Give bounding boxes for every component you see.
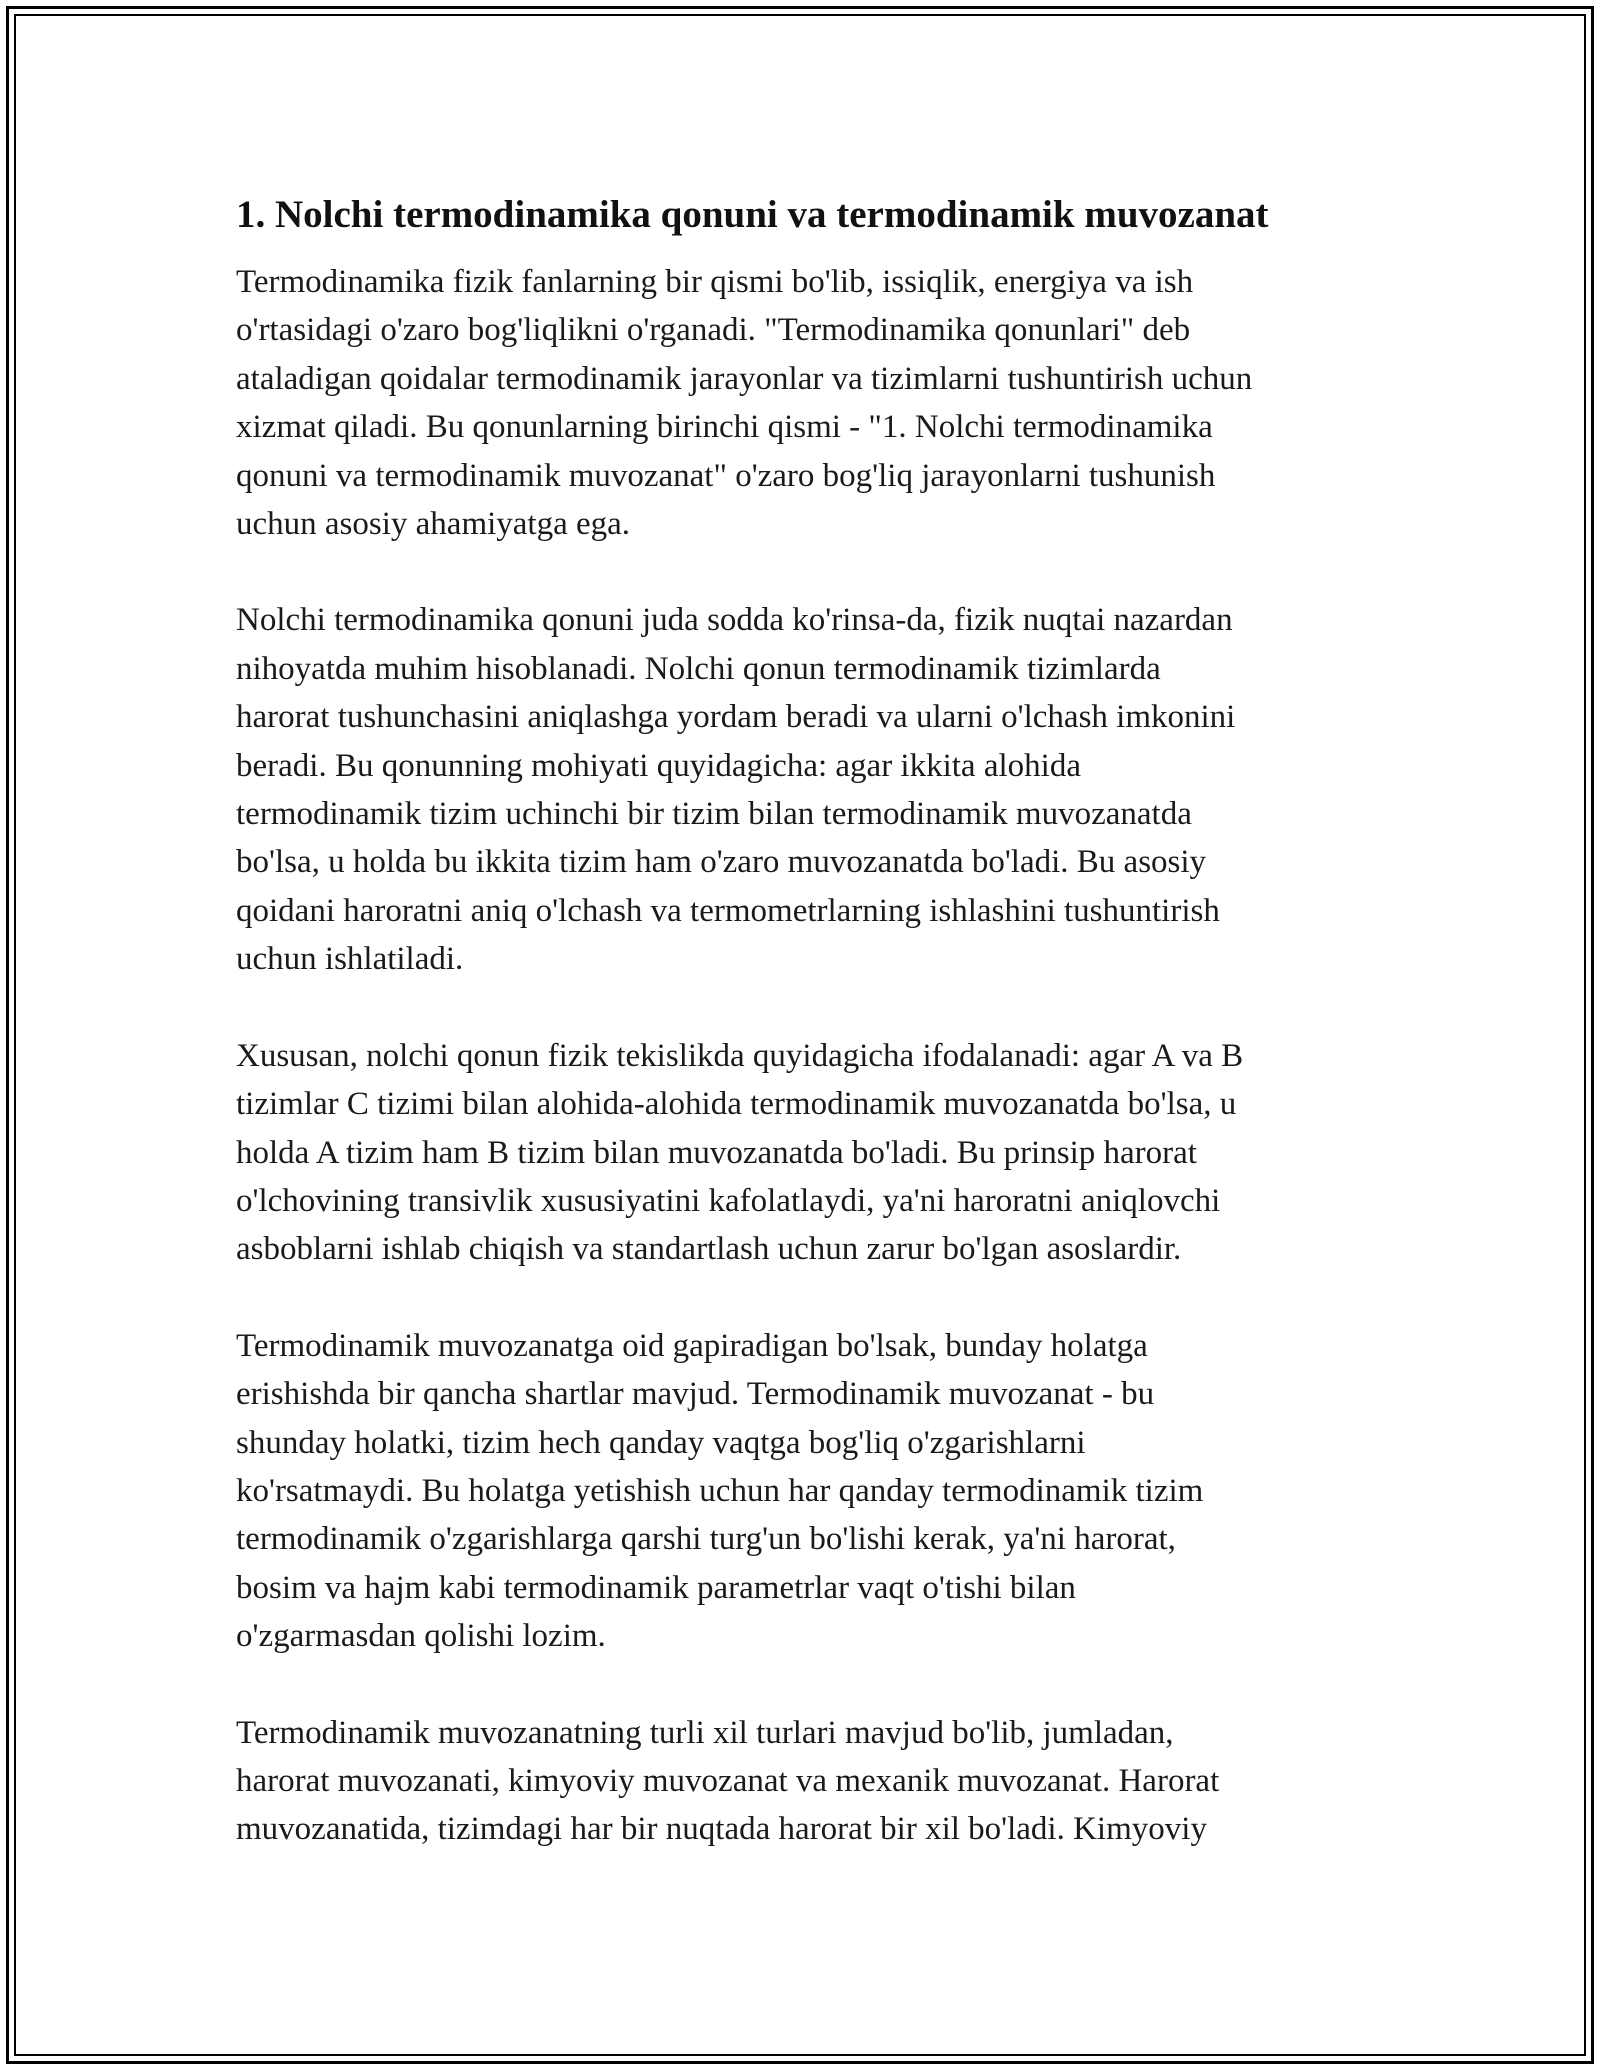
paragraph-equilibrium-types: Termodinamik muvozanatning turli xil turlari mavjud bo'lib, jumladan, harorat muvozanati, kimyoviy muvozanat va mexanik muvozanat. Harorat muvozanatida, tizimdagi har bir nuqtada harorat bir xil bo'ladi. Kimyoviy <box>236 1714 1220 1848</box>
paragraph-equilibrium: Termodinamik muvozanatga oid gapiradigan bo'lsak, bunday holatga erishishda bir qancha shartlar mavjud. Termodinamik muvozanat - bu shunday holatki, tizim hech qanday vaqtga bog'liq o'zgarishlarni ko'rsatmaydi. Bu holatga yetishish uchun har qanday termodinamik tizim termodinamik o'zgarishlarga qarshi turg'un bo'lishi kerak, ya'ni harorat, bosim va hajm kabi termodinamik parametrlar vaqt o'tishi bilan o'zgarmasdan qolishi lozim. <box>236 1327 1204 1655</box>
section-heading: 1. Nolchi termodinamika qonuni va termodinamik muvozanat <box>236 193 1269 236</box>
document-body <box>236 186 1381 1854</box>
paragraph-zeroth-law: Nolchi termodinamika qonuni juda sodda ko'rinsa-da, fizik nuqtai nazardan nihoyatda muhim hisoblanadi. Nolchi qonun termodinamik tizimlarda harorat tushunchasini aniqlashga yordam beradi va ularni o'lchash imkonini beradi. Bu qonunning mohiyati quyidagicha: agar ikkita alohida termodinamik tizim uchinchi bir tizim bilan termodinamik muvozanatda bo'lsa, u holda bu ikkita tizim ham o'zaro muvozanatda bo'ladi. Bu asosiy qoidani haroratni aniq o'lchash va termometrlarning ishlashini tushuntirish uchun ishlatiladi. <box>236 602 1236 978</box>
paragraph-transitivity: Xususan, nolchi qonun fizik tekislikda quyidagicha ifodalanadi: agar A va B tizimlar C tizimi bilan alohida-alohida termodinamik muvozanatda bo'lsa, u holda A tizim ham B tizim bilan muvozanatda bo'ladi. Bu prinsip harorat o'lchovining transivlik xususiyatini kafolatlaydi, ya'ni haroratni aniqlovchi asboblarni ishlab chiqish va standartlash uchun zarur bo'lgan asoslardir. <box>236 1037 1244 1268</box>
paragraph-intro: Termodinamika fizik fanlarning bir qismi bo'lib, issiqlik, energiya va ish o'rtasidagi o'zaro bog'liqlikni o'rganadi. "Termodinamika qonunlari" deb ataladigan qoidalar termodinamik jarayonlar va tizimlarni tushuntirish uchun xizmat qiladi. Bu qonunlarning birinchi qismi - "1. Nolchi termodinamika qonuni va termodinamik muvozanat" o'zaro bog'liq jarayonlarni tushunish uchun asosiy ahamiyatga ega. <box>236 264 1253 543</box>
